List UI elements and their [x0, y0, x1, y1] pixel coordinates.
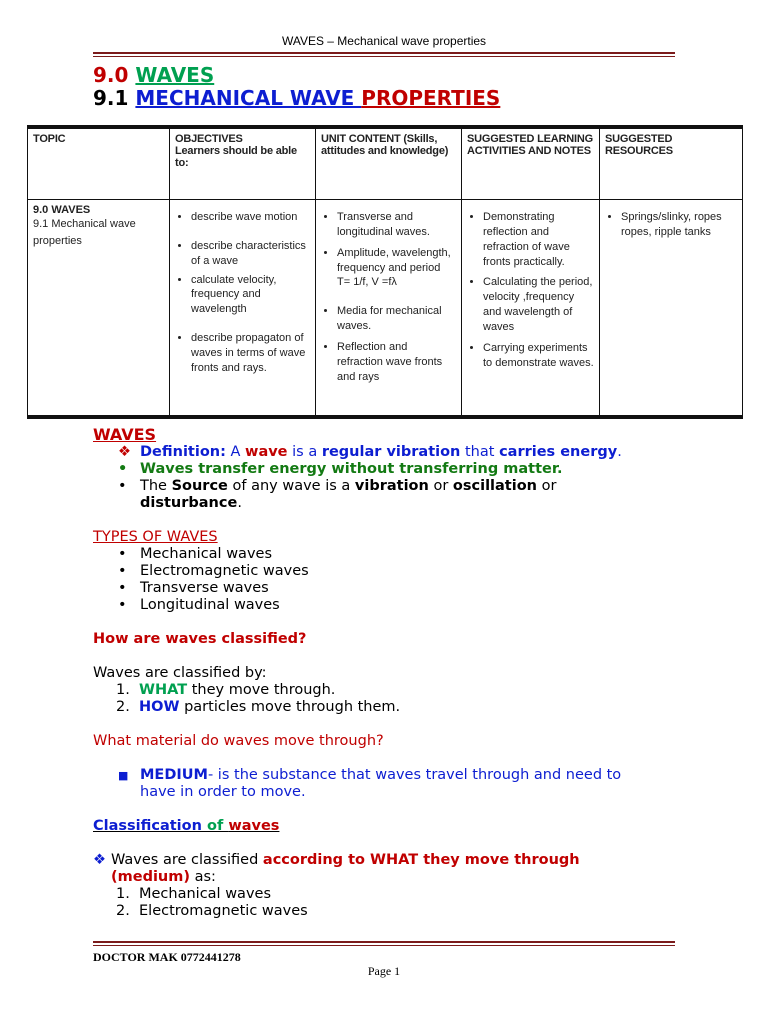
text: The	[140, 478, 172, 494]
definition-label: Definition:	[140, 444, 226, 460]
list-number: 1.	[116, 886, 130, 902]
text: waves	[228, 818, 280, 834]
medium-line-cont: have in order to move.	[140, 784, 306, 800]
text: of any wave is a	[227, 478, 355, 494]
text: Source	[171, 478, 228, 494]
activity-item: • Carrying experiments to demonstrate waves.	[483, 341, 594, 371]
objective-item: • describe characteristics of a wave	[191, 239, 310, 269]
text: MEDIUM	[140, 767, 208, 783]
syllabus-table	[27, 125, 743, 419]
col-header-content: UNIT CONTENT (Skills, attitudes and knowledge)	[316, 127, 462, 200]
classified-question: How are waves classified?	[93, 631, 307, 647]
text: A	[225, 444, 246, 460]
text: particles move through them.	[179, 699, 401, 715]
content-item: • Reflection and refraction wave fronts and rays	[337, 340, 456, 385]
list-number: 2.	[116, 903, 130, 919]
col-header-activities: SUGGESTED LEARNING ACTIVITIES AND NOTES	[462, 127, 600, 200]
page-number: Page 1	[367, 964, 401, 978]
text: regular vibration	[321, 444, 461, 460]
list-number: 2.	[116, 699, 130, 715]
title-text-b: PROPERTIES	[361, 86, 501, 110]
classification-line-cont	[111, 869, 216, 885]
topic-line: 9.0 WAVES	[33, 204, 91, 216]
title-text-a: MECHANICAL WAVE	[135, 86, 362, 110]
text: according to WHAT they move through	[262, 852, 580, 868]
bullet-icon: •	[118, 597, 127, 613]
definition-line	[118, 444, 622, 460]
text: of	[207, 818, 229, 834]
types-heading: TYPES OF WAVES	[93, 529, 218, 545]
text: Electromagnetic waves	[140, 563, 309, 579]
classification-item	[116, 886, 271, 902]
cell-topic	[28, 200, 170, 418]
page-header: WAVES – Mechanical wave properties	[281, 34, 487, 48]
bullet-icon: •	[118, 478, 127, 494]
text: Transverse waves	[140, 580, 269, 596]
section-title-9-1	[93, 86, 500, 110]
text: Longitudinal waves	[140, 597, 280, 613]
bullet-icon: •	[118, 461, 128, 477]
objectives-subtitle: Learners should be able to:	[175, 145, 297, 169]
classified-intro: Waves are classified by:	[93, 665, 267, 681]
objective-item: • describe propagaton of waves in terms of wave fronts and rays.	[191, 331, 310, 376]
objective-item: • describe wave motion	[191, 210, 310, 225]
type-item	[118, 580, 269, 596]
source-line	[118, 478, 556, 494]
objectives-title: OBJECTIVES	[175, 133, 243, 145]
waves-heading: WAVES	[93, 425, 157, 444]
text: or	[536, 478, 557, 494]
text: .	[617, 444, 622, 460]
text: HOW	[139, 699, 180, 715]
activity-item: • Calculating the period, velocity ,frequency and wavelength of waves	[483, 275, 594, 334]
text: disturbance	[140, 495, 238, 511]
diamond-bullet-icon: ❖	[93, 852, 106, 868]
text: Mechanical waves	[139, 886, 271, 902]
objective-item: • calculate velocity, frequency and wavelength	[191, 273, 310, 318]
col-header-topic: TOPIC	[28, 127, 170, 200]
bullet-icon: •	[118, 580, 127, 596]
text: - is the substance that waves travel through and need to	[207, 767, 622, 783]
bullet-icon: •	[118, 563, 127, 579]
text: wave	[245, 444, 288, 460]
text: Mechanical waves	[140, 546, 272, 562]
list-number: 1.	[116, 682, 130, 698]
classified-item-what	[116, 682, 335, 698]
topic-line: 9.1 Mechanical wave properties	[33, 218, 136, 247]
title-number: 9.0	[93, 63, 136, 87]
transfer-line	[118, 461, 562, 477]
footer-rule	[93, 941, 675, 946]
source-line-cont	[140, 495, 242, 511]
title-number: 9.1	[93, 86, 136, 110]
content-item: • Media for mechanical waves.	[337, 304, 456, 334]
col-header-resources: SUGGESTED RESOURCES	[600, 127, 743, 200]
diamond-bullet-icon: ❖	[118, 444, 131, 460]
classification-heading	[93, 818, 279, 834]
cell-activities	[462, 200, 600, 418]
text: as:	[189, 869, 216, 885]
type-item	[118, 546, 272, 562]
text: Waves are classified	[111, 852, 263, 868]
resource-item: • Springs/slinky, ropes ropes, ripple tanks	[621, 210, 737, 240]
text: or	[428, 478, 453, 494]
classification-line	[93, 852, 580, 868]
content-item: • Transverse and longitudinal waves.	[337, 210, 456, 240]
text: vibration	[354, 478, 429, 494]
square-bullet-icon: ■	[118, 769, 129, 782]
classification-item	[116, 903, 308, 919]
text: Waves transfer energy without transferring matter.	[140, 461, 563, 477]
text: Electromagnetic waves	[139, 903, 308, 919]
cell-resources	[600, 200, 743, 418]
bullet-icon: •	[118, 546, 127, 562]
text: (medium)	[111, 869, 190, 885]
title-text: WAVES	[135, 63, 215, 87]
material-question: What material do waves move through?	[93, 733, 384, 749]
text: is a	[287, 444, 322, 460]
header-rule	[93, 52, 675, 57]
activity-item: • Demonstrating reflection and refraction of wave fronts practically.	[483, 210, 594, 269]
text: they move through.	[187, 682, 336, 698]
text: .	[237, 495, 242, 511]
cell-objectives	[170, 200, 316, 418]
classified-item-how	[116, 699, 400, 715]
text: WHAT	[139, 682, 188, 698]
text: oscillation	[452, 478, 537, 494]
text: that	[460, 444, 500, 460]
section-title-9-0	[93, 63, 214, 87]
type-item	[118, 597, 280, 613]
type-item	[118, 563, 309, 579]
cell-content	[316, 200, 462, 418]
content-item: • Amplitude, wavelength, frequency and period T= 1/f, V =fλ	[337, 246, 456, 291]
text: Classification	[93, 818, 207, 834]
col-header-objectives	[170, 127, 316, 200]
medium-line	[118, 767, 621, 783]
text: carries energy	[499, 444, 618, 460]
footer-author: DOCTOR MAK 0772441278	[93, 950, 241, 964]
